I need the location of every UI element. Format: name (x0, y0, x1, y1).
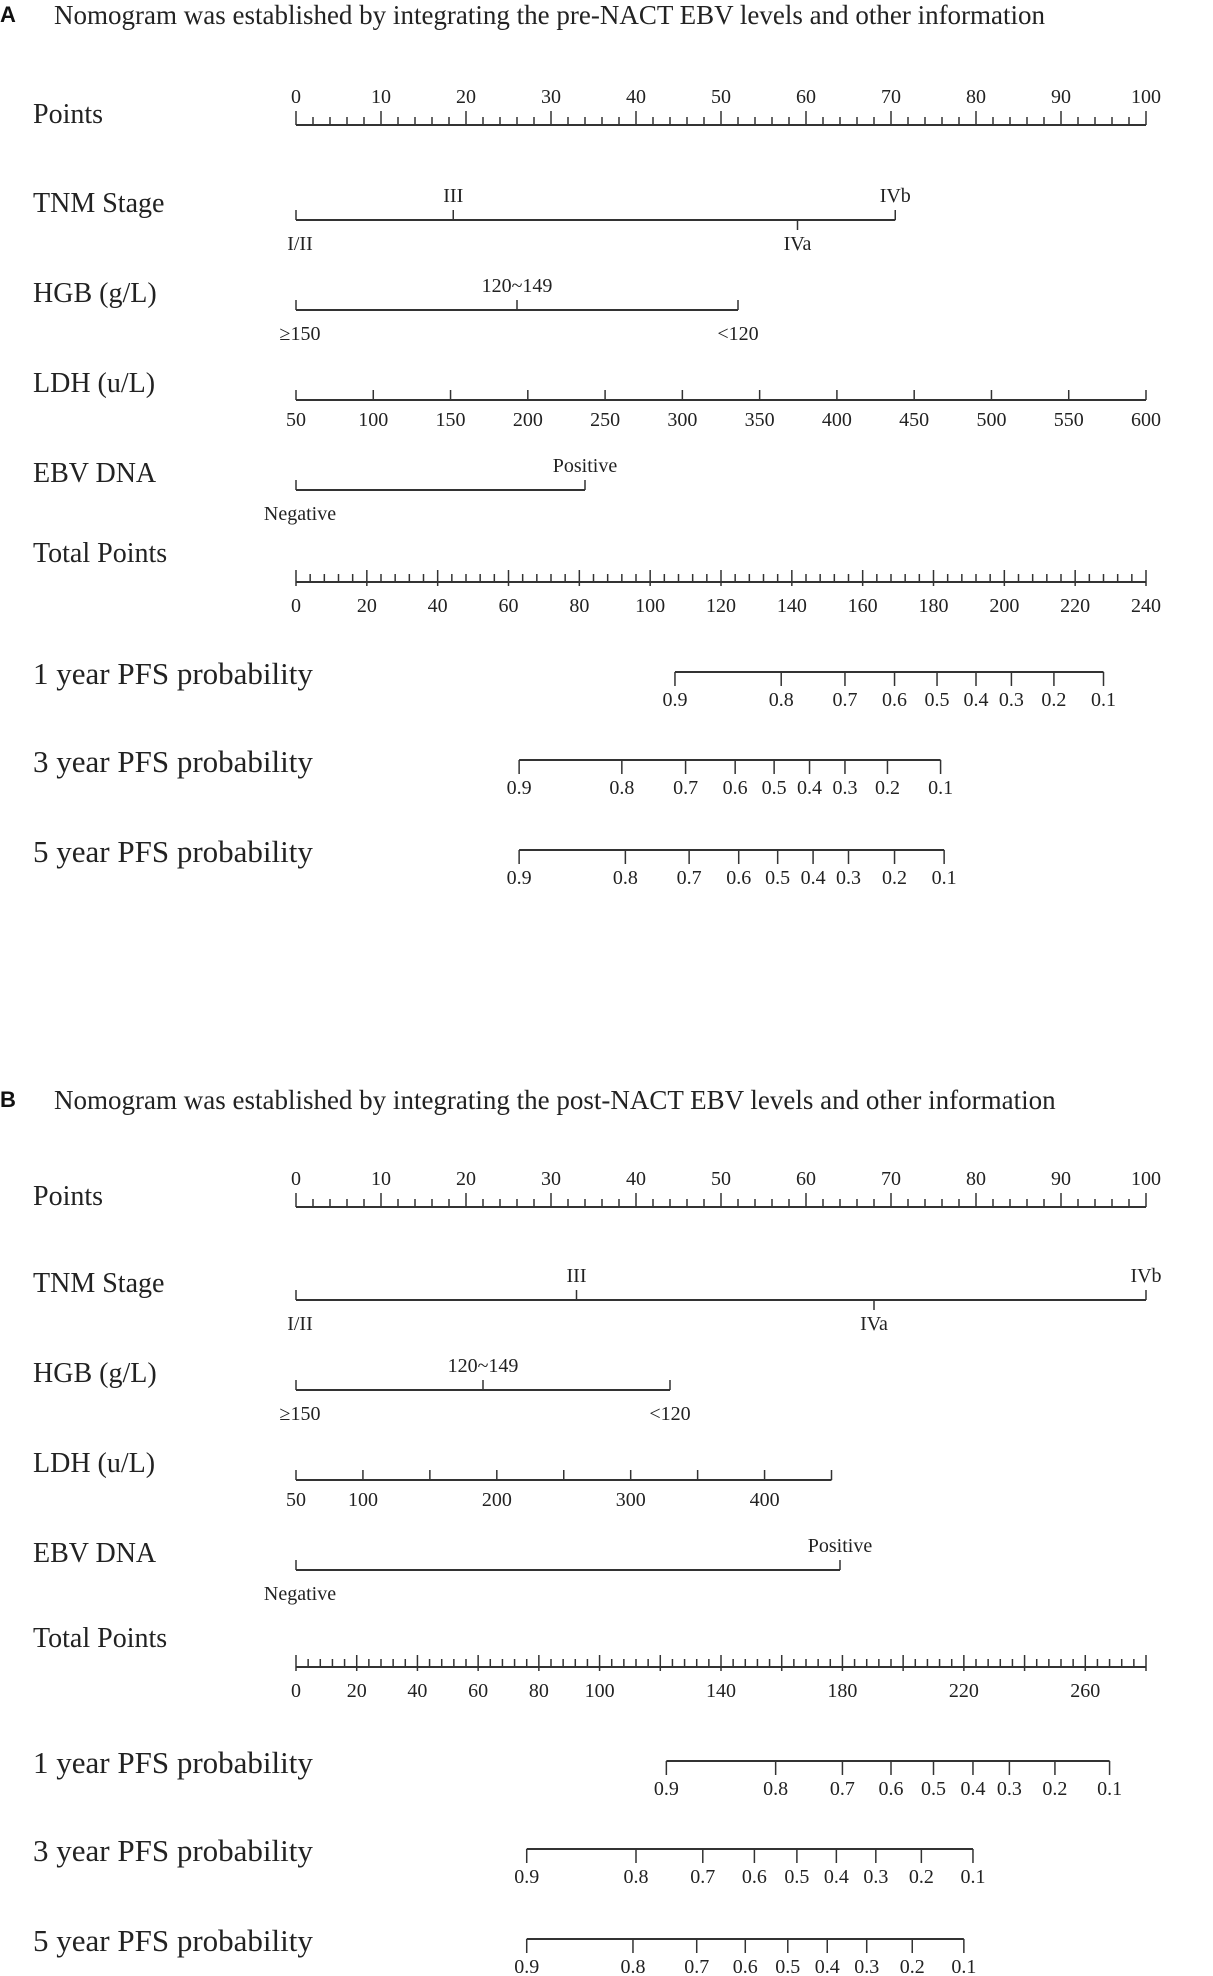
pfs-tick-label-3y: 0.4 (823, 1866, 849, 1888)
points-tick-label: 100 (1131, 1168, 1161, 1190)
hgb-level-label: ≥150 (279, 1403, 321, 1425)
total-tick-label: 140 (706, 1680, 736, 1702)
ebv-level-label: Negative (263, 503, 337, 525)
chart-title: Nomogram was established by integrating the pre-NACT EBV levels and other information (54, 0, 1046, 30)
pfs-tick-label-5y: 0.7 (684, 1956, 710, 1976)
points-tick-label: 70 (881, 86, 901, 108)
pfs-tick-label-1y: 0.7 (832, 689, 858, 711)
pfs-tick-label-3y: 0.9 (506, 777, 532, 799)
pfs-tick-label-3y: 0.3 (832, 777, 858, 799)
row-label-tnm: TNM Stage (33, 1268, 165, 1299)
row-label-tnm: TNM Stage (33, 188, 165, 219)
row-label-total-points: Total Points (33, 538, 168, 569)
pfs-tick-label-3y: 0.9 (514, 1866, 540, 1888)
pfs-tick-label-3y: 0.8 (609, 777, 635, 799)
total-tick-label: 80 (528, 1680, 549, 1702)
total-tick-label: 20 (356, 595, 377, 617)
row-label-ebv: EBV DNA (33, 1538, 157, 1569)
pfs-tick-label-3y: 0.1 (928, 777, 954, 799)
points-tick-label: 20 (456, 86, 476, 108)
points-tick-label: 40 (626, 86, 646, 108)
row-label-ebv: EBV DNA (33, 458, 157, 489)
pfs-tick-label-5y: 0.9 (514, 1956, 540, 1976)
ldh-tick-label: 400 (821, 409, 852, 431)
ldh-tick-label: 350 (744, 409, 775, 431)
nomogram-panel-b (0, 1085, 1213, 1976)
pfs-tick-label-5y: 0.2 (882, 867, 908, 889)
pfs-tick-label-5y: 0.4 (800, 867, 826, 889)
row-label-5-year-pfs: 5 year PFS probability (33, 834, 313, 869)
row-label-hgb: HGB (g/L) (33, 278, 157, 309)
total-tick-label: 100 (635, 595, 666, 617)
points-tick-label: 60 (796, 1168, 816, 1190)
points-tick-label: 30 (541, 1168, 561, 1190)
ldh-tick-label: 150 (435, 409, 466, 431)
total-tick-label: 180 (827, 1680, 858, 1702)
ldh-tick-label: 200 (512, 409, 543, 431)
hgb-level-label: <120 (717, 323, 759, 345)
row-label-1-year-pfs: 1 year PFS probability (33, 656, 313, 691)
pfs-tick-label-1y: 0.8 (763, 1778, 789, 1800)
points-tick-label: 50 (711, 1168, 731, 1190)
pfs-tick-label-5y: 0.5 (775, 1956, 801, 1976)
pfs-tick-label-5y: 0.9 (506, 867, 532, 889)
pfs-tick-label-3y: 0.5 (784, 1866, 810, 1888)
hgb-level-label: 120~149 (481, 275, 553, 297)
pfs-tick-label-3y: 0.8 (623, 1866, 649, 1888)
pfs-tick-label-3y: 0.6 (722, 777, 748, 799)
points-tick-label: 80 (966, 86, 986, 108)
points-tick-label: 70 (881, 1168, 901, 1190)
pfs-tick-label-5y: 0.7 (676, 867, 702, 889)
pfs-tick-label-5y: 0.2 (899, 1956, 925, 1976)
ldh-tick-label: 400 (749, 1489, 780, 1511)
points-tick-label: 90 (1051, 86, 1071, 108)
pfs-tick-label-3y: 0.5 (761, 777, 787, 799)
ldh-tick-label: 300 (667, 409, 698, 431)
pfs-tick-label-1y: 0.9 (653, 1778, 679, 1800)
total-tick-label: 140 (776, 595, 807, 617)
row-label-3-year-pfs: 3 year PFS probability (33, 744, 313, 779)
total-tick-label: 0 (291, 1680, 301, 1702)
ldh-tick-label: 50 (286, 1489, 306, 1511)
total-tick-label: 20 (346, 1680, 367, 1702)
pfs-tick-label-1y: 0.2 (1041, 689, 1067, 711)
ldh-tick-label: 500 (976, 409, 1007, 431)
pfs-tick-label-1y: 0.6 (878, 1778, 904, 1800)
row-label-hgb: HGB (g/L) (33, 1358, 157, 1389)
row-label-3-year-pfs: 3 year PFS probability (33, 1833, 313, 1868)
pfs-tick-label-1y: 0.8 (768, 689, 794, 711)
total-tick-label: 180 (918, 595, 949, 617)
points-tick-label: 0 (291, 86, 301, 108)
pfs-tick-label-1y: 0.5 (921, 1778, 946, 1800)
nomogram-panel-a (0, 0, 1213, 960)
row-label-points: Points (33, 1181, 104, 1212)
pfs-tick-label-5y: 0.1 (951, 1956, 977, 1976)
pfs-tick-label-1y: 0.7 (829, 1778, 855, 1800)
hgb-level-label: ≥150 (279, 323, 321, 345)
pfs-tick-label-3y: 0.2 (874, 777, 900, 799)
points-tick-label: 90 (1051, 1168, 1071, 1190)
points-tick-label: 60 (796, 86, 816, 108)
total-tick-label: 60 (498, 595, 519, 617)
pfs-tick-label-1y: 0.1 (1091, 689, 1116, 711)
total-tick-label: 120 (706, 595, 736, 617)
tnm-level-label: I/II (287, 233, 313, 255)
ldh-tick-label: 100 (358, 409, 389, 431)
points-tick-label: 40 (626, 1168, 646, 1190)
tnm-level-label: I/II (287, 1313, 313, 1335)
row-label-ldh: LDH (u/L) (33, 1448, 156, 1479)
pfs-tick-label-5y: 0.4 (814, 1956, 840, 1976)
ldh-tick-label: 600 (1131, 409, 1161, 431)
pfs-tick-label-5y: 0.6 (726, 867, 752, 889)
tnm-level-label: IVa (860, 1313, 888, 1335)
pfs-tick-label-3y: 0.1 (960, 1866, 986, 1888)
ldh-tick-label: 550 (1053, 409, 1084, 431)
points-tick-label: 30 (541, 86, 561, 108)
points-tick-label: 100 (1131, 86, 1161, 108)
pfs-tick-label-3y: 0.4 (797, 777, 823, 799)
total-tick-label: 240 (1131, 595, 1161, 617)
pfs-tick-label-3y: 0.3 (863, 1866, 889, 1888)
pfs-tick-label-1y: 0.5 (924, 689, 950, 711)
ebv-level-label: Negative (263, 1583, 337, 1605)
pfs-tick-label-1y: 0.6 (882, 689, 908, 711)
pfs-tick-label-1y: 0.4 (960, 1778, 986, 1800)
pfs-tick-label-5y: 0.8 (612, 867, 638, 889)
panel-letter: B (0, 1087, 16, 1112)
points-tick-label: 10 (371, 1168, 391, 1190)
total-tick-label: 220 (1060, 595, 1091, 617)
tnm-level-label: III (443, 185, 464, 207)
tnm-level-label: IVb (879, 185, 911, 207)
pfs-tick-label-1y: 0.2 (1042, 1778, 1068, 1800)
tnm-level-label: IVb (1130, 1265, 1162, 1287)
points-tick-label: 50 (711, 86, 731, 108)
pfs-tick-label-1y: 0.9 (662, 689, 688, 711)
pfs-tick-label-1y: 0.1 (1097, 1778, 1123, 1800)
nomogram-plot-b (0, 1085, 1213, 1976)
total-tick-label: 60 (468, 1680, 489, 1702)
ldh-tick-label: 50 (286, 409, 306, 431)
pfs-tick-label-3y: 0.7 (673, 777, 699, 799)
pfs-tick-label-5y: 0.3 (854, 1956, 880, 1976)
panel-letter: A (0, 2, 16, 27)
ldh-tick-label: 300 (615, 1489, 646, 1511)
pfs-tick-label-5y: 0.8 (620, 1956, 646, 1976)
hgb-level-label: 120~149 (447, 1355, 519, 1377)
total-tick-label: 40 (407, 1680, 428, 1702)
chart-title: Nomogram was established by integrating the post-NACT EBV levels and other information (54, 1085, 1056, 1115)
tnm-level-label: IVa (783, 233, 812, 255)
total-tick-label: 100 (584, 1680, 615, 1702)
row-label-total-points: Total Points (33, 1623, 168, 1654)
total-tick-label: 260 (1070, 1680, 1101, 1702)
row-label-5-year-pfs: 5 year PFS probability (33, 1923, 313, 1958)
pfs-tick-label-5y: 0.1 (931, 867, 957, 889)
pfs-tick-label-5y: 0.6 (732, 1956, 758, 1976)
total-tick-label: 40 (427, 595, 448, 617)
points-tick-label: 10 (371, 86, 391, 108)
pfs-tick-label-5y: 0.5 (765, 867, 791, 889)
total-tick-label: 200 (989, 595, 1020, 617)
row-label-ldh: LDH (u/L) (33, 368, 156, 399)
ldh-tick-label: 100 (347, 1489, 378, 1511)
total-tick-label: 80 (569, 595, 590, 617)
pfs-tick-label-3y: 0.6 (741, 1866, 767, 1888)
pfs-tick-label-3y: 0.2 (908, 1866, 934, 1888)
pfs-tick-label-1y: 0.3 (998, 689, 1024, 711)
total-tick-label: 0 (291, 595, 301, 617)
ldh-tick-label: 450 (899, 409, 930, 431)
row-label-1-year-pfs: 1 year PFS probability (33, 1745, 313, 1780)
ebv-level-label: Positive (552, 455, 618, 477)
points-tick-label: 0 (291, 1168, 301, 1190)
ldh-tick-label: 250 (590, 409, 621, 431)
hgb-level-label: <120 (649, 1403, 691, 1425)
total-tick-label: 160 (847, 595, 878, 617)
pfs-tick-label-5y: 0.3 (836, 867, 861, 889)
ldh-tick-label: 200 (481, 1489, 512, 1511)
pfs-tick-label-3y: 0.7 (690, 1866, 716, 1888)
total-tick-label: 220 (948, 1680, 979, 1702)
points-tick-label: 20 (456, 1168, 476, 1190)
row-label-points: Points (33, 99, 104, 130)
pfs-tick-label-1y: 0.4 (963, 689, 989, 711)
tnm-level-label: III (566, 1265, 587, 1287)
pfs-tick-label-1y: 0.3 (996, 1778, 1022, 1800)
nomogram-plot-a (0, 0, 1213, 960)
ebv-level-label: Positive (807, 1535, 873, 1557)
points-tick-label: 80 (966, 1168, 986, 1190)
